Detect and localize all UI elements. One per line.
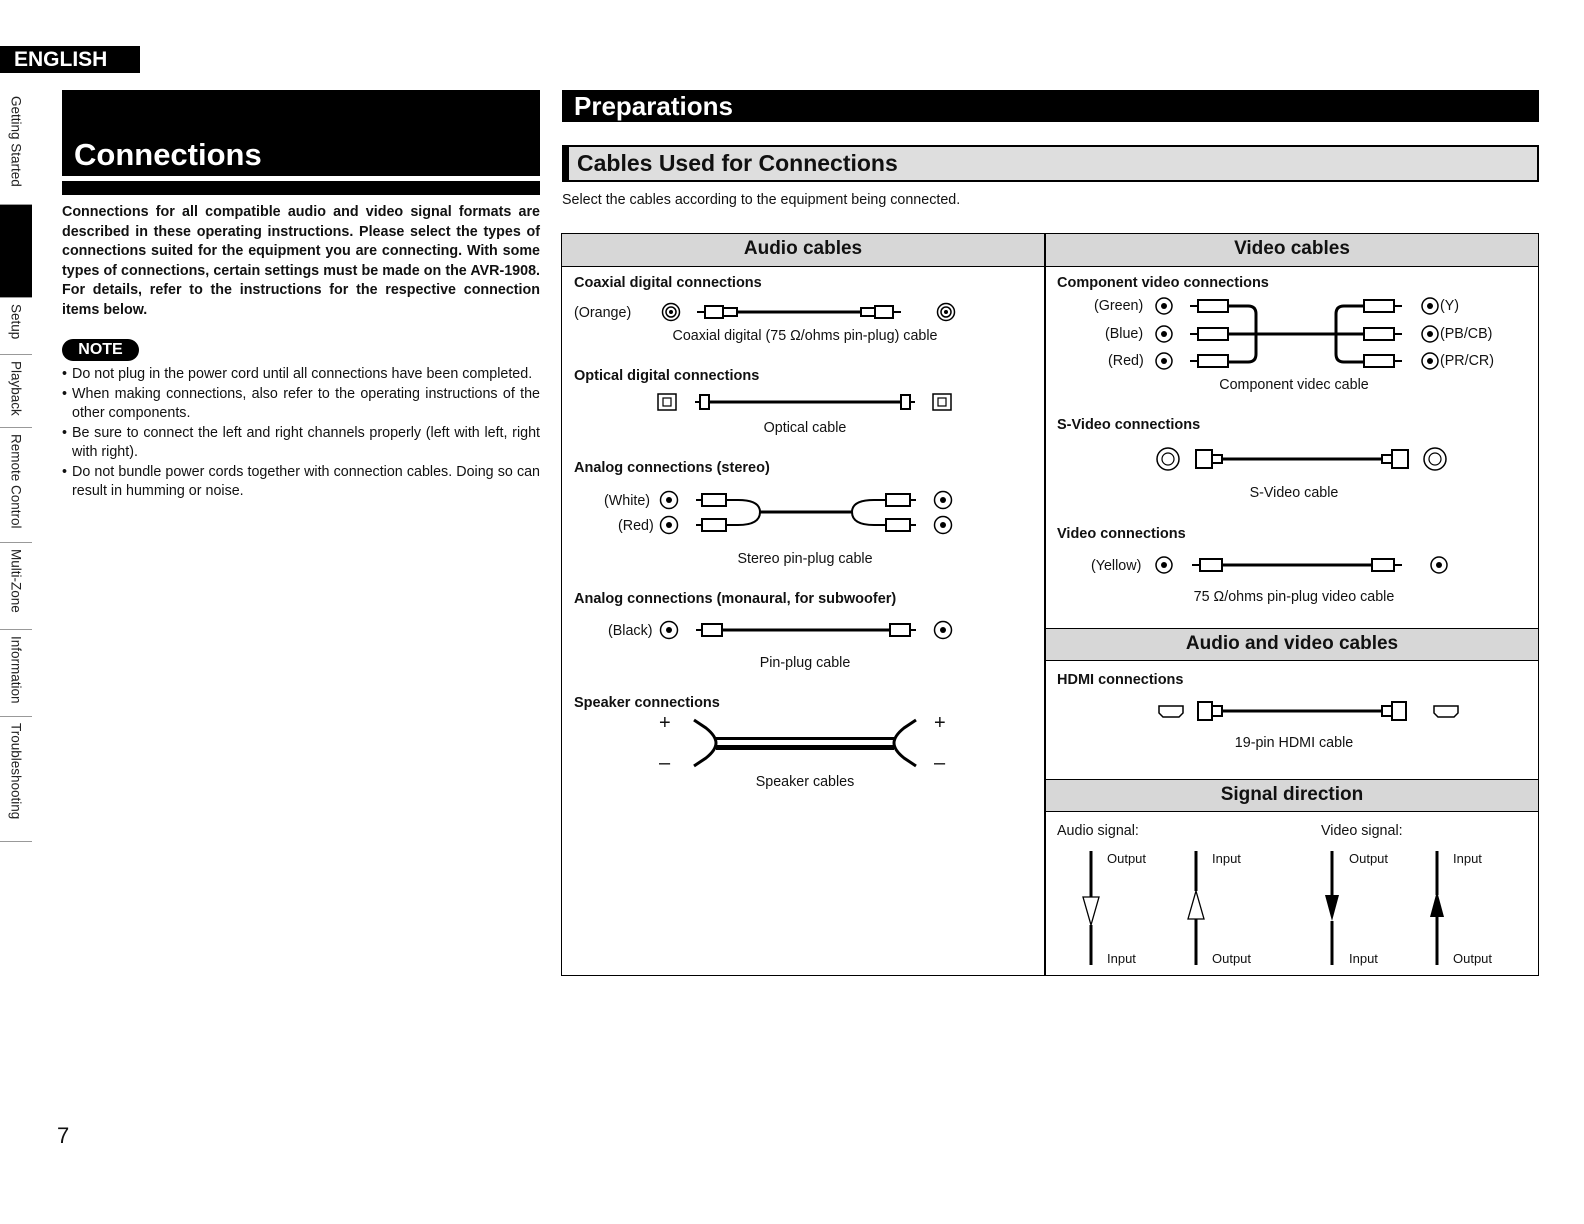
nav-label: Remote Control: [8, 434, 24, 529]
note-item: • Do not bundle power cords together with connection cables. Doing so can result in humming or noise.: [62, 463, 540, 502]
video-out-bottom: Output: [1453, 951, 1493, 966]
nav-setup[interactable]: [0, 298, 32, 355]
video-caption: 75 Ω/ohms pin-plug video cable: [1193, 589, 1395, 605]
nav-multi-zone[interactable]: [0, 543, 32, 630]
component-pb: (PB/CB): [1440, 326, 1493, 342]
page-title: Connections: [74, 137, 262, 172]
svideo-title: S-Video connections: [1057, 417, 1201, 433]
video-signal-label: Video signal:: [1321, 823, 1403, 839]
audio-out-bottom: Output: [1212, 951, 1252, 966]
component-cable-icon: [1154, 295, 1444, 375]
signal-direction-header: Signal direction: [1046, 779, 1538, 812]
speaker-minus-left: –: [659, 752, 671, 774]
preparations-heading: Preparations: [562, 90, 1539, 122]
stereo-title: Analog connections (stereo): [574, 460, 770, 476]
coax-title: Coaxial digital connections: [574, 275, 762, 291]
video-in-top: Input: [1453, 851, 1482, 866]
hdmi-caption: 19-pin HDMI cable: [1234, 735, 1354, 751]
hdmi-title: HDMI connections: [1057, 672, 1184, 688]
av-cables-header: Audio and video cables: [1046, 628, 1538, 661]
component-blue: (Blue): [1105, 326, 1144, 342]
speaker-title: Speaker connections: [574, 695, 720, 711]
audio-in-bottom: Input: [1107, 951, 1136, 966]
video-in-bottom: Input: [1349, 951, 1378, 966]
audio-cables-header: Audio cables: [562, 234, 1044, 267]
component-green: (Green): [1094, 298, 1144, 314]
speaker-caption: Speaker cables: [755, 774, 855, 790]
audio-in-top: Input: [1212, 851, 1241, 866]
notes-list: [62, 365, 540, 502]
speaker-cable-icon: [690, 718, 920, 768]
speaker-minus-right: –: [934, 752, 946, 774]
nav-label: Troubleshooting: [8, 723, 24, 820]
coax-color: (Orange): [574, 305, 632, 321]
nav-label: Information: [8, 636, 24, 704]
stereo-red-label: (Red): [618, 518, 654, 534]
mono-color: (Black): [608, 623, 653, 639]
nav-information[interactable]: [0, 630, 32, 717]
nav-label: Setup: [8, 304, 24, 340]
video-title: Video connections: [1057, 526, 1186, 542]
note-item: • Do not plug in the power cord until all connections have been completed.: [62, 365, 540, 385]
mono-title: Analog connections (monaural, for subwoofer): [574, 591, 897, 607]
video-input-arrow-icon: [1427, 851, 1447, 965]
video-cable-icon: [1154, 554, 1446, 578]
cables-table: [561, 233, 1539, 976]
nav-remote-control[interactable]: [0, 428, 32, 543]
svideo-caption: S-Video cable: [1249, 485, 1339, 501]
component-red: (Red): [1108, 353, 1144, 369]
video-out-top: Output: [1349, 851, 1389, 866]
component-caption: Component videc cable: [1219, 377, 1369, 393]
intro-text: Connections for all compatible audio and video signal formats are described in these operating instructions. Please select the types of connections suited for the equipment you are connecting. With some types of connections, certain settings must be made on the AVR-1908. For details, refer to the instructions for the respective connection items below.: [62, 204, 540, 318]
optical-title: Optical digital connections: [574, 368, 760, 384]
title-divider: [62, 181, 540, 195]
note-badge: NOTE: [62, 339, 139, 361]
optical-caption: Optical cable: [763, 420, 847, 436]
speaker-plus-right: +: [934, 712, 946, 734]
nav-label: Getting Started: [8, 96, 24, 187]
nav-troubleshooting[interactable]: [0, 717, 32, 842]
note-item: • When making connections, also refer to the operating instructions of the other components.: [62, 385, 540, 424]
table-divider: [1044, 233, 1046, 976]
audio-input-arrow-icon: [1186, 851, 1206, 965]
video-cables-header: Video cables: [1046, 234, 1538, 267]
nav-active-marker: [0, 205, 32, 298]
component-y: (Y): [1440, 298, 1460, 314]
mono-cable-icon: [660, 619, 960, 643]
nav-getting-started[interactable]: [0, 90, 32, 205]
stereo-white-label: (White): [604, 493, 651, 509]
cables-heading: Cables Used for Connections: [562, 145, 1539, 182]
component-pr: (PR/CR): [1440, 353, 1495, 369]
video-output-arrow-icon: [1322, 851, 1342, 965]
coax-caption: Coaxial digital (75 Ω/ohms pin-plug) cable: [672, 328, 938, 344]
page-number: 7: [57, 1123, 70, 1148]
stereo-cable-icon: [660, 488, 960, 536]
language-tab: ENGLISH: [0, 46, 140, 73]
audio-output-arrow-icon: [1081, 851, 1101, 965]
nav-label: Multi-Zone: [8, 549, 24, 613]
audio-out-top: Output: [1107, 851, 1147, 866]
select-instructions: Select the cables according to the equipment being connected.: [562, 192, 961, 208]
stereo-caption: Stereo pin-plug cable: [737, 551, 873, 567]
nav-playback[interactable]: [0, 355, 32, 428]
component-title: Component video connections: [1057, 275, 1269, 291]
coaxial-cable-icon: [662, 300, 958, 324]
nav-label: Playback: [8, 361, 24, 416]
video-color: (Yellow): [1091, 558, 1142, 574]
connections-title-box: [62, 90, 540, 176]
mono-caption: Pin-plug cable: [759, 655, 851, 671]
optical-cable-icon: [657, 392, 957, 414]
speaker-plus-left: +: [659, 712, 671, 734]
audio-signal-label: Audio signal:: [1057, 823, 1139, 839]
svideo-cable-icon: [1156, 446, 1446, 472]
component-jack-icons: [1420, 296, 1440, 376]
side-nav: [0, 90, 32, 842]
note-item: • Be sure to connect the left and right channels properly (left with left, right with right).: [62, 424, 540, 463]
hdmi-cable-icon: [1158, 700, 1462, 722]
